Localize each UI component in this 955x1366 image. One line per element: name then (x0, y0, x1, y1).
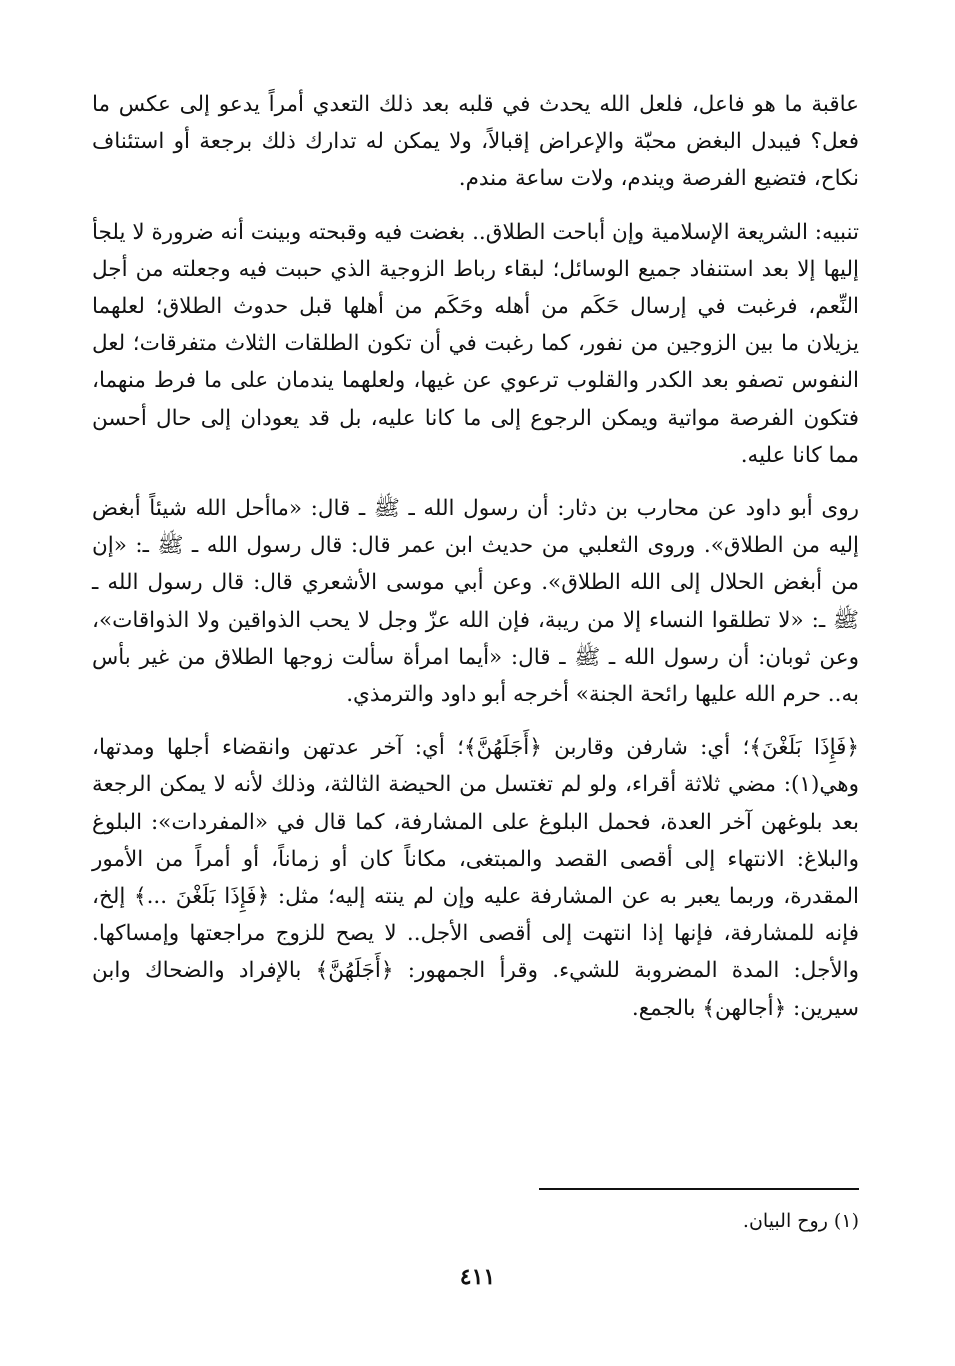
footnote: (١) روح البيان. (742, 1210, 859, 1232)
page-number: ٤١١ (459, 1264, 496, 1290)
paragraph-1: عاقبة ما هو فاعل، فلعل الله يحدث في قلبه بعد ذلك التعدي أمراً يدعو إلى عكس ما فعل؟ فيبدل البغض محبّة والإعراض إقبالاً، ولا يمكن له تدارك ذلك برجعة أو استئناف نكاح، فتضيع الفرصة ويندم، ولات ساعة مندم. (92, 92, 859, 192)
paragraph-4: ﴿فَإِذَا بَلَغْنَ﴾؛ أي: شارفن وقاربن ﴿أَجَلَهُنَّ﴾؛ أي: آخر عدتهن وانقضاء أجلها ومدتها، وهي(١): مضي ثلاثة أقراء، ولو لم تغتسل من الحيضة الثالثة، وذلك لأنه لا يمكن الرجعة بعد بلوغهن آخر العدة، فحمل البلوغ على المشارفة، كما قال في «المفردات»: البلوغ والبلاغ: الانتهاء إلى أقصى القصد والمبتغى، مكاناً كان أو زماناً، أو أمراً من الأمور المقدرة، وربما يعبر به عن المشارفة عليه وإن لم ينته إليه؛ مثل: ﴿فَإِذَا بَلَغْنَ ...﴾ إلخ، فإنه للمشارفة، فإنها إذا انتهت إلى أقصى الأجل.. لا يصح للزوج مراجعتها وإمساكها. والأجل: المدة المضروبة للشيء. وقرأ الجمهور: ﴿أَجَلَهُنَّ﴾ بالإفراد والضحاك وابن سيرين: ﴿أجالهن﴾ بالجمع. (92, 735, 859, 1021)
main-text (92, 86, 859, 1043)
footnote-divider (539, 1188, 859, 1190)
paragraph-2: تنبيه: الشريعة الإسلامية وإن أباحت الطلاق.. بغضت فيه وقبحته وبينت أنه ضرورة لا يلجأ إليها إلا بعد استنفاد جميع الوسائل؛ لبقاء رباط الزوجية الذي حببت فيه وجعلته من أجل النِّعم، فرغبت في إرسال حَكَم من أهله وحَكَم من أهلها قبل حدوث الطلاق؛ لعلهما يزيلان ما بين الزوجين من نفور، كما رغبت في أن تكون الطلقات الثلاث متفرقات؛ لعل النفوس تصفو بعد الكدر والقلوب ترعوي عن غيها، ولعلهما يندمان على ما فرط منهما، فتكون الفرصة مواتية ويمكن الرجوع إلى ما كانا عليه، بل قد يعودان إلى حال أحسن مما كانا عليه. (92, 219, 859, 468)
paragraph-3: روى أبو داود عن محارب بن دثار: أن رسول الله ـ ﷺ ـ قال: «ماأحل الله شيئاً أبغض إليه من الطلاق». وروى الثعلبي من حديث ابن عمر قال: قال رسول الله ـ ﷺ ـ: «إن من أبغض الحلال إلى الله الطلاق». وعن أبي موسى الأشعري قال: قال رسول الله ـ ﷺ ـ: «لا تطلقوا النساء إلا من ريبة، فإن الله عزّ وجل لا يحب الذواقين ولا الذواقات»، وعن ثوبان: أن رسول الله ـ ﷺ ـ قال: «أيما امرأة سألت زوجها الطلاق من غير بأس به.. حرم الله عليها رائحة الجنة» أخرجه أبو داود والترمذي. (92, 496, 859, 708)
